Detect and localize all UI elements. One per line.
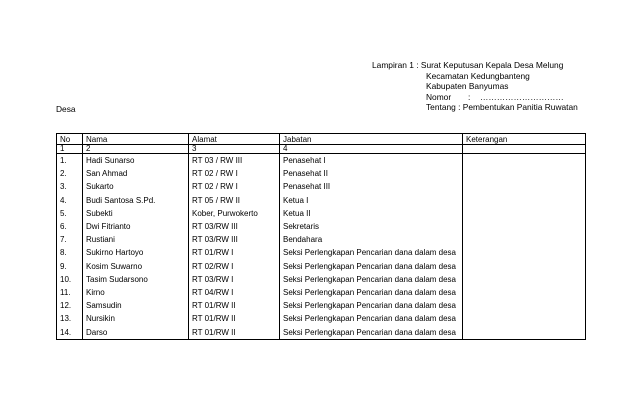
cell-jabatan: Seksi Perlengkapan Pencarian dana dalam desa bbox=[280, 286, 463, 299]
cell-keterangan bbox=[463, 325, 586, 339]
cell-jabatan: Seksi Perlengkapan Pencarian dana dalam desa bbox=[280, 312, 463, 325]
cell-jabatan: Sekretaris bbox=[280, 220, 463, 233]
cell-alamat: RT 03 / RW III bbox=[189, 154, 280, 168]
nomor-label: Nomor bbox=[426, 91, 452, 102]
cell-no: 13. bbox=[57, 312, 83, 325]
cell-keterangan bbox=[463, 154, 586, 168]
cell-no: 5. bbox=[57, 207, 83, 220]
nomor-line bbox=[372, 92, 578, 103]
cell-jabatan: Penasehat I bbox=[280, 154, 463, 168]
cell-alamat: RT 03/RW I bbox=[189, 273, 280, 286]
table-row bbox=[57, 273, 586, 286]
cell-keterangan bbox=[463, 260, 586, 273]
table-row bbox=[57, 220, 586, 233]
cell-alamat: RT 05 / RW II bbox=[189, 194, 280, 207]
cell-nama: San Ahmad bbox=[83, 167, 189, 180]
cell-nama: Kosim Suwarno bbox=[83, 260, 189, 273]
cell-no: 3. bbox=[57, 180, 83, 193]
table-row bbox=[57, 154, 586, 168]
cell-keterangan bbox=[463, 273, 586, 286]
cell-jabatan: Seksi Perlengkapan Pencarian dana dalam desa bbox=[280, 299, 463, 312]
cell-alamat: RT 01/RW II bbox=[189, 325, 280, 339]
cell-nama: Rustiani bbox=[83, 233, 189, 246]
kabupaten-line bbox=[372, 81, 578, 92]
cell-nama: Tasim Sudarsono bbox=[83, 273, 189, 286]
cell-nama: Kirno bbox=[83, 286, 189, 299]
cell-nama: Hadi Sunarso bbox=[83, 154, 189, 168]
lampiran-line bbox=[372, 60, 578, 71]
cell-no: 12. bbox=[57, 299, 83, 312]
cell-no: 9. bbox=[57, 260, 83, 273]
col-header-keterangan: Keterangan bbox=[463, 134, 586, 145]
cell-keterangan bbox=[463, 286, 586, 299]
table-row bbox=[57, 286, 586, 299]
cell-keterangan bbox=[463, 299, 586, 312]
cell-alamat: Kober, Purwokerto bbox=[189, 207, 280, 220]
cell-keterangan bbox=[463, 233, 586, 246]
lampiran-value: Surat Keputusan Kepala Desa Melung bbox=[420, 60, 564, 70]
col-header-jabatan: Jabatan bbox=[280, 134, 463, 145]
cell-alamat: RT 01/RW II bbox=[189, 312, 280, 325]
cell-jabatan: Seksi Perlengkapan Pencarian dana dalam desa bbox=[280, 260, 463, 273]
tentang-label: Tentang bbox=[426, 102, 456, 112]
cell-nama: Dwi Fitrianto bbox=[83, 220, 189, 233]
cell-jabatan: Seksi Perlengkapan Pencarian dana dalam desa bbox=[280, 325, 463, 339]
table-row bbox=[57, 260, 586, 273]
col-number bbox=[463, 145, 586, 154]
cell-nama: Sukirno Hartoyo bbox=[83, 246, 189, 259]
cell-alamat: RT 02 / RW I bbox=[189, 167, 280, 180]
cell-alamat: RT 01/RW II bbox=[189, 299, 280, 312]
cell-jabatan: Seksi Perlengkapan Pencarian dana dalam desa bbox=[280, 246, 463, 259]
cell-no: 6. bbox=[57, 220, 83, 233]
table-row bbox=[57, 325, 586, 339]
table-row bbox=[57, 207, 586, 220]
table-header-row bbox=[57, 134, 586, 145]
table-row bbox=[57, 167, 586, 180]
document-header bbox=[372, 60, 578, 113]
table-row bbox=[57, 180, 586, 193]
cell-nama: Nursikin bbox=[83, 312, 189, 325]
cell-no: 14. bbox=[57, 325, 83, 339]
lampiran-label: Lampiran 1 bbox=[372, 60, 414, 70]
tentang-line bbox=[372, 102, 578, 113]
cell-jabatan: Ketua I bbox=[280, 194, 463, 207]
cell-alamat: RT 01/RW I bbox=[189, 246, 280, 259]
kecamatan-text: Kecamatan Kedungbanteng bbox=[426, 70, 530, 81]
cell-jabatan: Ketua II bbox=[280, 207, 463, 220]
cell-jabatan: Bendahara bbox=[280, 233, 463, 246]
cell-keterangan bbox=[463, 207, 586, 220]
cell-nama: Subekti bbox=[83, 207, 189, 220]
cell-keterangan bbox=[463, 180, 586, 193]
table-row bbox=[57, 246, 586, 259]
nomor-value: ………………………… bbox=[480, 91, 564, 102]
cell-no: 10. bbox=[57, 273, 83, 286]
nomor-sep: : bbox=[468, 91, 471, 102]
cell-jabatan: Seksi Perlengkapan Pencarian dana dalam desa bbox=[280, 273, 463, 286]
col-number: 3 bbox=[189, 145, 280, 154]
cell-no: 1. bbox=[57, 154, 83, 168]
cell-nama: Sukarto bbox=[83, 180, 189, 193]
cell-alamat: RT 03/RW III bbox=[189, 233, 280, 246]
table-row bbox=[57, 194, 586, 207]
tentang-sep: : bbox=[458, 102, 461, 112]
cell-keterangan bbox=[463, 246, 586, 259]
cell-keterangan bbox=[463, 220, 586, 233]
cell-keterangan bbox=[463, 194, 586, 207]
col-number: 1 bbox=[57, 145, 83, 154]
cell-no: 11. bbox=[57, 286, 83, 299]
table-row bbox=[57, 233, 586, 246]
cell-nama: Samsudin bbox=[83, 299, 189, 312]
desa-text: Desa bbox=[56, 104, 76, 114]
col-header-alamat: Alamat bbox=[189, 134, 280, 145]
cell-jabatan: Penasehat III bbox=[280, 180, 463, 193]
cell-no: 7. bbox=[57, 233, 83, 246]
cell-no: 8. bbox=[57, 246, 83, 259]
cell-nama: Darso bbox=[83, 325, 189, 339]
cell-alamat: RT 03/RW III bbox=[189, 220, 280, 233]
cell-keterangan bbox=[463, 312, 586, 325]
kabupaten-text: Kabupaten Banyumas bbox=[426, 81, 509, 91]
cell-keterangan bbox=[463, 167, 586, 180]
table-row bbox=[57, 312, 586, 325]
cell-no: 4. bbox=[57, 194, 83, 207]
col-number: 2 bbox=[83, 145, 189, 154]
col-header-no: No bbox=[57, 134, 83, 145]
cell-alamat: RT 02 / RW I bbox=[189, 180, 280, 193]
lampiran-sep: : bbox=[416, 60, 419, 70]
tentang-value: Pembentukan Panitia Ruwatan bbox=[462, 102, 578, 112]
kecamatan-line bbox=[372, 71, 578, 82]
col-number: 4 bbox=[280, 145, 463, 154]
cell-alamat: RT 02/RW I bbox=[189, 260, 280, 273]
cell-nama: Budi Santosa S.Pd. bbox=[83, 194, 189, 207]
cell-jabatan: Penasehat II bbox=[280, 167, 463, 180]
col-header-nama: Nama bbox=[83, 134, 189, 145]
cell-alamat: RT 04/RW I bbox=[189, 286, 280, 299]
column-number-row bbox=[57, 145, 586, 154]
cell-no: 2. bbox=[57, 167, 83, 180]
table-row bbox=[57, 299, 586, 312]
committee-table bbox=[56, 133, 586, 340]
